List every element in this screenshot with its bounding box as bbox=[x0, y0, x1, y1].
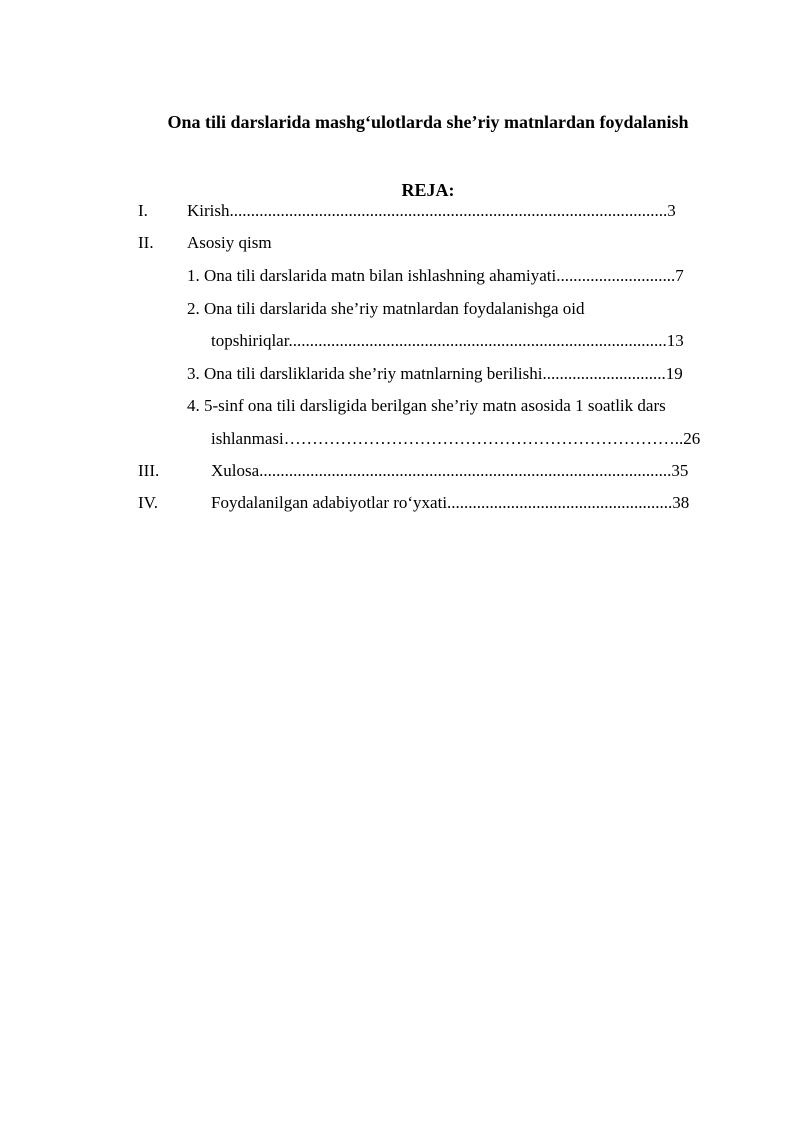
toc-subentry-2-line2: topshiriqlar.........................................................................................13 bbox=[211, 331, 684, 350]
toc-subentry-4-line1: 4. 5-sinf ona tili darsligida berilgan she’riy matn asosida 1 soatlik dars bbox=[187, 396, 666, 415]
toc-numeral-kirish: I. bbox=[138, 201, 148, 220]
toc-entry-adabiyot: Foydalanilgan adabiyotlar ro‘yxati.....................................................38 bbox=[211, 493, 690, 512]
document-title: Ona tili darslarida mashg‘ulotlarda she’riy matnlardan foydalanish bbox=[167, 112, 689, 132]
toc-subentry-1: 1. Ona tili darslarida matn bilan ishlashning ahamiyati............................7 bbox=[187, 266, 684, 285]
plan-heading: REJA: bbox=[401, 180, 455, 200]
toc-entry-kirish: Kirish.......................................................................................................3 bbox=[187, 201, 676, 220]
toc-subentry-3: 3. Ona tili darsliklarida she’riy matnlarning berilishi.............................19 bbox=[187, 364, 683, 383]
toc-subentry-4-line2: ishlanmasi……………………………………………………………..26 bbox=[211, 429, 701, 448]
toc-numeral-asosiy: II. bbox=[138, 233, 154, 252]
toc-entry-xulosa: Xulosa.................................................................................................35 bbox=[211, 461, 689, 480]
toc-numeral-adabiyot: IV. bbox=[138, 493, 158, 512]
toc-numeral-xulosa: III. bbox=[138, 461, 160, 480]
toc-entry-asosiy: Asosiy qism bbox=[187, 233, 272, 252]
toc-subentry-2-line1: 2. Ona tili darslarida she’riy matnlardan foydalanishga oid bbox=[187, 299, 585, 318]
